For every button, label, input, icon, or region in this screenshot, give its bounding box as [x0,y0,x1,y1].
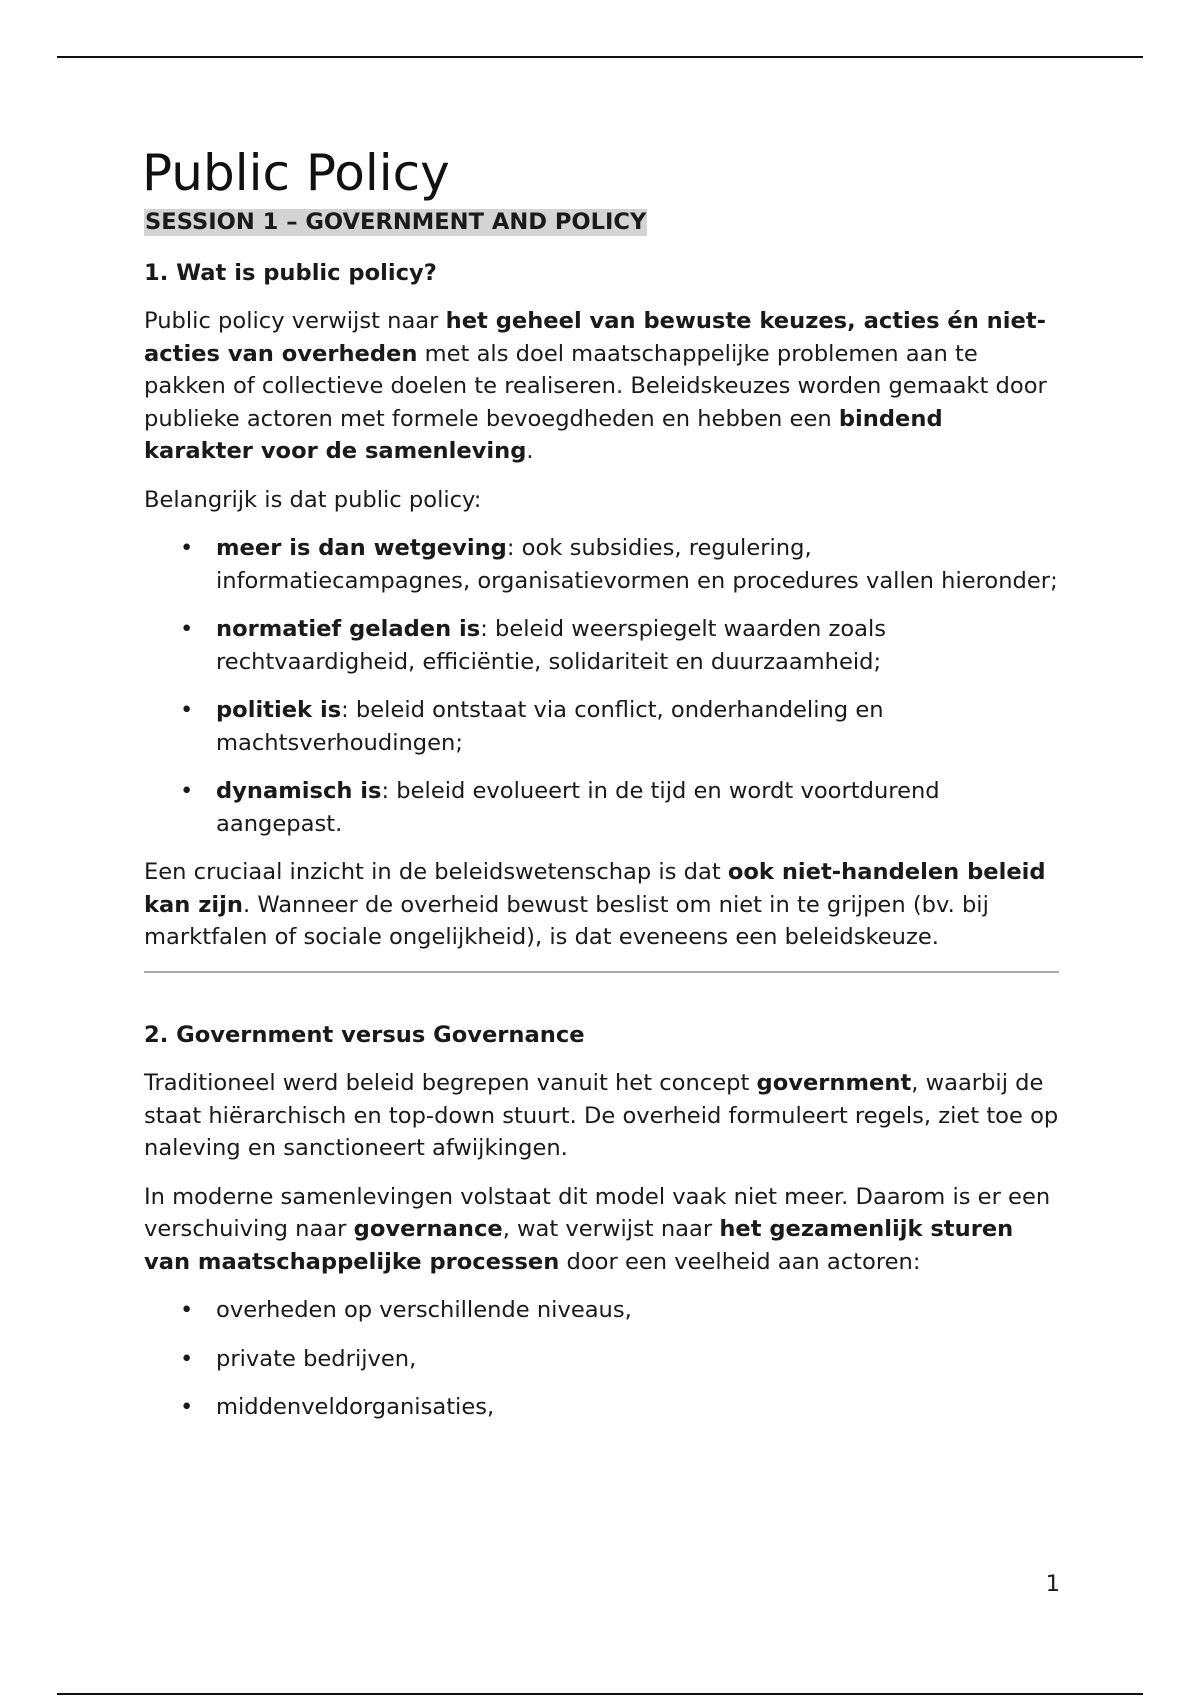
policy-characteristics-list [144,532,1059,840]
bullet-icon: • [180,697,194,723]
list-item: • politiek is: beleid ontstaat via conflict, onderhandeling en machtsverhoudingen; [144,694,1059,759]
emphasis: governance [353,1216,503,1242]
section-1-paragraph-2: Belangrijk is dat public policy: [144,486,482,513]
emphasis: het geheel van bewuste keuzes, acties én niet-acties van overheden [144,308,1046,367]
page-number: 1 [1045,1571,1060,1597]
list-item: • meer is dan wetgeving: ook subsidies, regulering, informatiecampagnes, organisatievormen en procedures vallen hieronder; [144,532,1059,597]
governance-actors-list [144,1294,1059,1424]
section-2-paragraph-1: Traditioneel werd beleid begrepen vanuit het concept government, waarbij de staat hiërarchisch en top-down stuurt. De overheid formuleert regels, ziet toe op naleving en sanctioneert afwijkingen. [144,1070,1059,1161]
section-2-paragraph-2: In moderne samenlevingen volstaat dit model vaak niet meer. Daarom is er een verschuiving naar governance, wat verwijst naar het gezamenlijk sturen van maatschappelijke processen door een veelheid aan actoren: [144,1183,1051,1275]
list-item: • private bedrijven, [144,1343,1059,1376]
list-item: • middenveldorganisaties, [144,1391,1059,1424]
emphasis: bindend karakter voor de samenleving [144,405,943,464]
bullet-icon: • [180,1394,194,1420]
section-1-paragraph-1: Public policy verwijst naar het geheel van bewuste keuzes, acties én niet-acties van overheden met als doel maatschappelijke problemen aan te pakken of collectieve doelen te realiseren. Beleidskeuzes worden gemaakt door publieke actoren met formele bevoegdheden en hebben een bindend karakter voor de samenleving. [144,308,1047,464]
section-1-paragraph-3: Een cruciaal inzicht in de beleidswetenschap is dat ook niet-handelen beleid kan zijn. Wanneer de overheid bewust beslist om niet in te grijpen (bv. bij marktfalen of sociale ongelijkheid), is dat eveneens een beleidskeuze. [144,859,1046,950]
section-1-heading: 1. Wat is public policy? [144,259,437,286]
footer-rule [57,1693,1143,1695]
bullet-icon: • [180,616,194,642]
list-item: • dynamisch is: beleid evolueert in de tijd en wordt voortdurend aangepast. [144,775,1059,840]
section-divider [144,971,1059,973]
document-title: Public Policy [142,144,450,202]
session-heading: SESSION 1 – GOVERNMENT AND POLICY [145,209,647,235]
bullet-icon: • [180,778,194,804]
list-item: • normatief geladen is: beleid weerspiegelt waarden zoals rechtvaardigheid, efficiëntie, solidariteit en duurzaamheid; [144,613,1059,678]
emphasis: het gezamenlijk sturen van maatschappelijke processen [144,1216,1014,1275]
document-body [144,140,1059,1424]
emphasis: government [756,1070,912,1096]
section-2-heading: 2. Government versus Governance [144,1021,585,1048]
header-rule [57,56,1143,58]
list-item: • overheden op verschillende niveaus, [144,1294,1059,1327]
emphasis: ook niet-handelen beleid kan zijn [144,859,1046,918]
bullet-icon: • [180,1345,194,1372]
bullet-icon: • [180,535,194,561]
bullet-icon: • [180,1297,194,1323]
